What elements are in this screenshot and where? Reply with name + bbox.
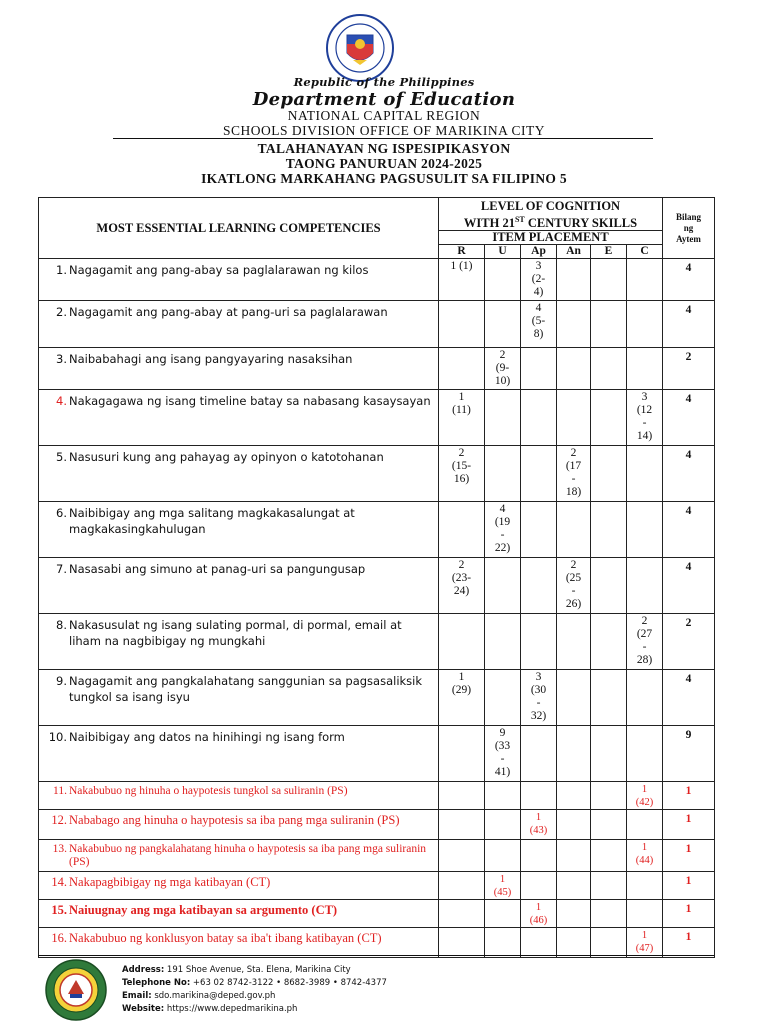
item-cell-e: [591, 670, 627, 726]
marikina-division-seal-logo: [44, 958, 108, 1022]
table-row: [39, 670, 715, 726]
competency-number: 6.: [56, 506, 67, 521]
item-cell-r: [439, 810, 485, 840]
item-cell-line: 4: [499, 503, 506, 516]
total-items-header: Bilang ng Aytem: [663, 198, 715, 259]
competency-text: Nakasusulat ng isang sulating pormal, di pormal, email at liham na nagbibigay ng mungkahi: [69, 618, 402, 649]
item-cell-line: (27: [636, 628, 653, 641]
competency-number: 1.: [56, 263, 67, 278]
header-rule: [113, 138, 653, 139]
item-cell-line: (29): [451, 684, 472, 697]
item-total: 4: [663, 670, 715, 726]
item-cell-r: [439, 928, 485, 958]
item-cell-e: [591, 390, 627, 446]
competency-number: 9.: [56, 674, 67, 689]
item-cell-u: [485, 614, 521, 670]
level-header-ap: Ap: [521, 245, 557, 259]
table-row: [39, 301, 715, 348]
item-cell-ap: [521, 446, 557, 502]
item-total: 2: [663, 348, 715, 390]
level-header-an: An: [557, 245, 591, 259]
item-cell-an: [557, 670, 591, 726]
item-cell-r: [439, 348, 485, 390]
item-cell-e: [591, 446, 627, 502]
item-cell-line: (12: [636, 404, 653, 417]
item-cell-c: [627, 390, 663, 446]
item-cell-line: 1: [641, 930, 648, 942]
item-cell-line: 4): [533, 286, 544, 299]
item-cell-u: [485, 446, 521, 502]
item-cell-line: 14): [636, 430, 653, 443]
item-cell-e: [591, 301, 627, 348]
competency-cell: [39, 726, 439, 782]
item-cell-an: [557, 390, 591, 446]
table-row: [39, 614, 715, 670]
item-cell-line: -: [500, 529, 505, 542]
item-cell-line: (45): [493, 887, 512, 899]
footer-telephone: Telephone No: +63 02 8742-3122 • 8682-3989 • 8742-4377: [122, 978, 387, 988]
item-cell-c: [627, 670, 663, 726]
item-cell-c: [627, 259, 663, 301]
competency-text: Naiuugnay ang mga katibayan sa argumento (CT): [69, 903, 338, 918]
item-cell-u: [485, 390, 521, 446]
item-cell-line: (43): [529, 825, 548, 837]
competency-text: Nakabubuo ng hinuha o haypotesis tungkol sa suliranin (PS): [69, 785, 348, 798]
table-row: [39, 502, 715, 558]
item-cell-u: [485, 502, 521, 558]
table-row: [39, 840, 715, 872]
level-header-r: R: [439, 245, 485, 259]
item-cell-line: (5-: [531, 315, 546, 328]
item-cell-line: 28): [636, 654, 653, 667]
competency-number: 14.: [51, 875, 67, 890]
item-cell-line: 3: [535, 260, 542, 273]
item-cell-e: [591, 502, 627, 558]
item-cell-line: 1: [641, 784, 648, 796]
item-cell-c: [627, 928, 663, 958]
item-cell-line: (46): [529, 915, 548, 927]
level-of-cognition-header: LEVEL OF COGNITION WITH 21ST CENTURY SKILLS: [439, 198, 663, 231]
competency-number: 16.: [51, 931, 67, 946]
item-cell-line: (15-: [451, 460, 472, 473]
competency-text: Nakabubuo ng konklusyon batay sa iba't ibang katibayan (CT): [69, 931, 382, 946]
item-cell-line: (30: [530, 684, 547, 697]
item-total: 1: [663, 840, 715, 872]
item-cell-ap: [521, 810, 557, 840]
item-cell-u: [485, 810, 521, 840]
item-cell-c: [627, 502, 663, 558]
item-cell-line: (44): [635, 855, 654, 867]
item-cell-line: -: [642, 641, 647, 654]
item-cell-u: [485, 928, 521, 958]
competency-text: Nagagamit ang pangkalahatang sanggunian sa pagsasaliksik tungkol sa isang isyu: [69, 674, 423, 705]
competency-text: Nasusuri kung ang pahayag ay opinyon o katotohanan: [69, 450, 384, 465]
competency-cell: [39, 558, 439, 614]
item-cell-u: [485, 301, 521, 348]
competency-cell: [39, 872, 439, 900]
item-cell-ap: [521, 900, 557, 928]
competency-text: Nakabubuo ng pangkalahatang hinuha o haypotesis sa iba pang mga suliranin (PS): [69, 843, 427, 869]
item-cell-ap: [521, 670, 557, 726]
item-cell-r: [439, 446, 485, 502]
competency-text: Nakagagawa ng isang timeline batay sa nabasang kasaysayan: [69, 394, 431, 409]
competency-cell: [39, 928, 439, 958]
item-cell-line: -: [500, 753, 505, 766]
competency-text: Nasasabi ang simuno at panag-uri sa pangungusap: [69, 562, 366, 577]
competency-cell: [39, 782, 439, 810]
item-cell-ap: [521, 928, 557, 958]
competency-cell: [39, 446, 439, 502]
school-year: TAONG PANURUAN 2024-2025: [285, 156, 483, 171]
item-total: 4: [663, 446, 715, 502]
item-cell-u: [485, 670, 521, 726]
item-cell-line: (17: [565, 460, 582, 473]
competency-text: Naibibigay ang mga salitang magkakasalungat at magkakasingkahulugan: [69, 506, 355, 537]
item-cell-u: [485, 872, 521, 900]
item-cell-an: [557, 900, 591, 928]
item-cell-an: [557, 810, 591, 840]
item-cell-c: [627, 301, 663, 348]
item-total: 1: [663, 782, 715, 810]
item-cell-an: [557, 348, 591, 390]
competency-cell: [39, 900, 439, 928]
item-cell-line: 2: [499, 349, 506, 362]
item-cell-ap: [521, 502, 557, 558]
item-cell-ap: [521, 782, 557, 810]
item-cell-line: 24): [453, 585, 470, 598]
item-cell-line: 18): [565, 486, 582, 499]
item-total: 4: [663, 390, 715, 446]
competency-cell: [39, 614, 439, 670]
item-total: 2: [663, 614, 715, 670]
item-cell-r: [439, 558, 485, 614]
competency-number: 4.: [56, 394, 67, 409]
item-cell-line: 2: [570, 447, 577, 460]
footer-contact: [122, 964, 387, 1016]
item-cell-c: [627, 872, 663, 900]
competency-cell: [39, 810, 439, 840]
item-cell-ap: [521, 840, 557, 872]
item-cell-an: [557, 301, 591, 348]
item-cell-line: (11): [452, 404, 471, 417]
item-cell-line: -: [571, 473, 576, 486]
competency-cell: [39, 301, 439, 348]
item-total: 9: [663, 726, 715, 782]
item-cell-e: [591, 782, 627, 810]
item-cell-ap: [521, 348, 557, 390]
footer-rule: [38, 955, 714, 956]
table-row: [39, 390, 715, 446]
item-cell-line: 9: [499, 727, 506, 740]
item-cell-an: [557, 726, 591, 782]
table-row: [39, 782, 715, 810]
item-cell-u: [485, 348, 521, 390]
footer-email: Email: sdo.marikina@deped.gov.ph: [122, 991, 276, 1001]
table-row: [39, 348, 715, 390]
item-cell-line: 4: [535, 302, 542, 315]
item-cell-an: [557, 840, 591, 872]
item-cell-c: [627, 726, 663, 782]
item-cell-r: [439, 259, 485, 301]
competency-text: Naibabahagi ang isang pangyayaring nasaksihan: [69, 352, 353, 367]
item-cell-an: [557, 502, 591, 558]
item-cell-r: [439, 872, 485, 900]
item-cell-line: 1: [458, 671, 465, 684]
item-cell-u: [485, 259, 521, 301]
item-cell-r: [439, 726, 485, 782]
item-cell-c: [627, 558, 663, 614]
item-total: 4: [663, 558, 715, 614]
table-row: [39, 900, 715, 928]
item-placement-header: ITEM PLACEMENT: [439, 231, 663, 245]
item-cell-line: (33: [494, 740, 511, 753]
item-cell-e: [591, 259, 627, 301]
item-cell-c: [627, 782, 663, 810]
item-cell-u: [485, 900, 521, 928]
table-row: [39, 928, 715, 958]
item-cell-c: [627, 614, 663, 670]
item-cell-line: 1 (1): [450, 260, 473, 273]
item-cell-line: 3: [535, 671, 542, 684]
item-cell-line: 1: [458, 391, 465, 404]
item-cell-r: [439, 614, 485, 670]
item-cell-ap: [521, 301, 557, 348]
item-cell-c: [627, 900, 663, 928]
item-cell-r: [439, 670, 485, 726]
item-cell-ap: [521, 259, 557, 301]
competency-text: Nagagamit ang pang-abay sa paglalarawan ng kilos: [69, 263, 369, 278]
competency-cell: [39, 670, 439, 726]
republic-line: Republic of the Philippines: [293, 75, 475, 89]
competency-number: 10.: [48, 730, 67, 745]
item-cell-e: [591, 840, 627, 872]
level-header-c: C: [627, 245, 663, 259]
item-cell-line: 1: [535, 812, 542, 824]
competency-text: Nagagamit ang pang-abay at pang-uri sa paglalarawan: [69, 305, 388, 320]
table-row: [39, 558, 715, 614]
item-total: 4: [663, 502, 715, 558]
competency-number: 12.: [51, 813, 67, 828]
item-cell-r: [439, 390, 485, 446]
item-cell-line: 22): [494, 542, 511, 555]
item-cell-e: [591, 872, 627, 900]
competency-cell: [39, 840, 439, 872]
item-total: 1: [663, 872, 715, 900]
department-title: Department of Education: [252, 89, 516, 110]
item-cell-line: 2: [458, 559, 465, 572]
item-cell-ap: [521, 726, 557, 782]
item-cell-line: 1: [499, 874, 506, 886]
level-header-u: U: [485, 245, 521, 259]
item-cell-ap: [521, 390, 557, 446]
item-cell-line: 8): [533, 328, 544, 341]
item-cell-line: 32): [530, 710, 547, 723]
footer-website: Website: https://www.depedmarikina.ph: [122, 1004, 298, 1014]
competency-number: 15.: [51, 903, 67, 918]
item-cell-e: [591, 726, 627, 782]
table-of-specifications: [38, 197, 715, 958]
competency-text: Nababago ang hinuha o haypotesis sa iba pang mga suliranin (PS): [69, 813, 400, 828]
competency-cell: [39, 390, 439, 446]
competency-cell: [39, 502, 439, 558]
item-cell-line: 2: [458, 447, 465, 460]
item-cell-c: [627, 446, 663, 502]
item-cell-line: (25: [565, 572, 582, 585]
item-total: 4: [663, 301, 715, 348]
item-cell-line: 41): [494, 766, 511, 779]
competency-number: 11.: [53, 785, 67, 798]
item-cell-an: [557, 614, 591, 670]
competency-number: 8.: [56, 618, 67, 633]
item-total: 4: [663, 259, 715, 301]
item-cell-an: [557, 558, 591, 614]
item-total: 1: [663, 928, 715, 958]
division-line: SCHOOLS DIVISION OFFICE OF MARIKINA CITY: [223, 123, 545, 138]
item-cell-line: (9-: [495, 362, 510, 375]
competency-number: 5.: [56, 450, 67, 465]
item-cell-u: [485, 782, 521, 810]
item-cell-line: 26): [565, 598, 582, 611]
item-cell-ap: [521, 558, 557, 614]
item-cell-line: 16): [453, 473, 470, 486]
item-cell-line: 1: [535, 902, 542, 914]
competencies-header: MOST ESSENTIAL LEARNING COMPETENCIES: [39, 198, 439, 259]
item-cell-r: [439, 840, 485, 872]
item-cell-e: [591, 900, 627, 928]
item-cell-r: [439, 301, 485, 348]
competency-cell: [39, 348, 439, 390]
item-cell-e: [591, 348, 627, 390]
document-title: TALAHANAYAN NG ISPESIPIKASYON: [257, 141, 511, 156]
item-total: 1: [663, 810, 715, 840]
item-cell-line: (23-: [451, 572, 472, 585]
item-cell-line: 1: [641, 842, 648, 854]
item-cell-u: [485, 726, 521, 782]
item-cell-r: [439, 782, 485, 810]
table-row: [39, 259, 715, 301]
item-cell-line: (2-: [531, 273, 546, 286]
item-cell-r: [439, 900, 485, 928]
item-total: 1: [663, 900, 715, 928]
item-cell-e: [591, 614, 627, 670]
item-cell-u: [485, 840, 521, 872]
item-cell-e: [591, 928, 627, 958]
item-cell-line: (19: [494, 516, 511, 529]
item-cell-u: [485, 558, 521, 614]
table-row: [39, 810, 715, 840]
item-cell-line: 10): [494, 375, 511, 388]
competency-text: Naibibigay ang datos na hinihingi ng isang form: [69, 730, 345, 745]
item-cell-an: [557, 928, 591, 958]
competency-cell: [39, 259, 439, 301]
item-cell-an: [557, 259, 591, 301]
table-row: [39, 726, 715, 782]
competency-number: 3.: [56, 352, 67, 367]
exam-title: IKATLONG MARKAHANG PAGSUSULIT SA FILIPINO 5: [201, 171, 567, 186]
competency-number: 13.: [52, 843, 67, 856]
competency-text: Nakapagbibigay ng mga katibayan (CT): [69, 875, 271, 890]
competency-number: 2.: [56, 305, 67, 320]
footer-address: Address: 191 Shoe Avenue, Sta. Elena, Marikina City: [122, 965, 351, 975]
deped-seal-logo: [325, 13, 395, 83]
item-cell-e: [591, 558, 627, 614]
item-cell-line: -: [642, 417, 647, 430]
item-cell-line: -: [571, 585, 576, 598]
item-cell-c: [627, 810, 663, 840]
level-header-e: E: [591, 245, 627, 259]
item-cell-an: [557, 446, 591, 502]
item-cell-ap: [521, 872, 557, 900]
region-line: NATIONAL CAPITAL REGION: [287, 108, 481, 123]
item-cell-an: [557, 872, 591, 900]
item-cell-c: [627, 348, 663, 390]
item-cell-line: (42): [635, 797, 654, 809]
table-row: [39, 872, 715, 900]
item-cell-line: (47): [635, 943, 654, 955]
item-cell-an: [557, 782, 591, 810]
item-cell-line: 2: [641, 615, 648, 628]
item-cell-e: [591, 810, 627, 840]
item-cell-line: -: [536, 697, 541, 710]
item-cell-ap: [521, 614, 557, 670]
item-cell-line: 2: [570, 559, 577, 572]
table-row: [39, 446, 715, 502]
item-cell-c: [627, 840, 663, 872]
item-cell-r: [439, 502, 485, 558]
competency-number: 7.: [56, 562, 67, 577]
item-cell-line: 3: [641, 391, 648, 404]
